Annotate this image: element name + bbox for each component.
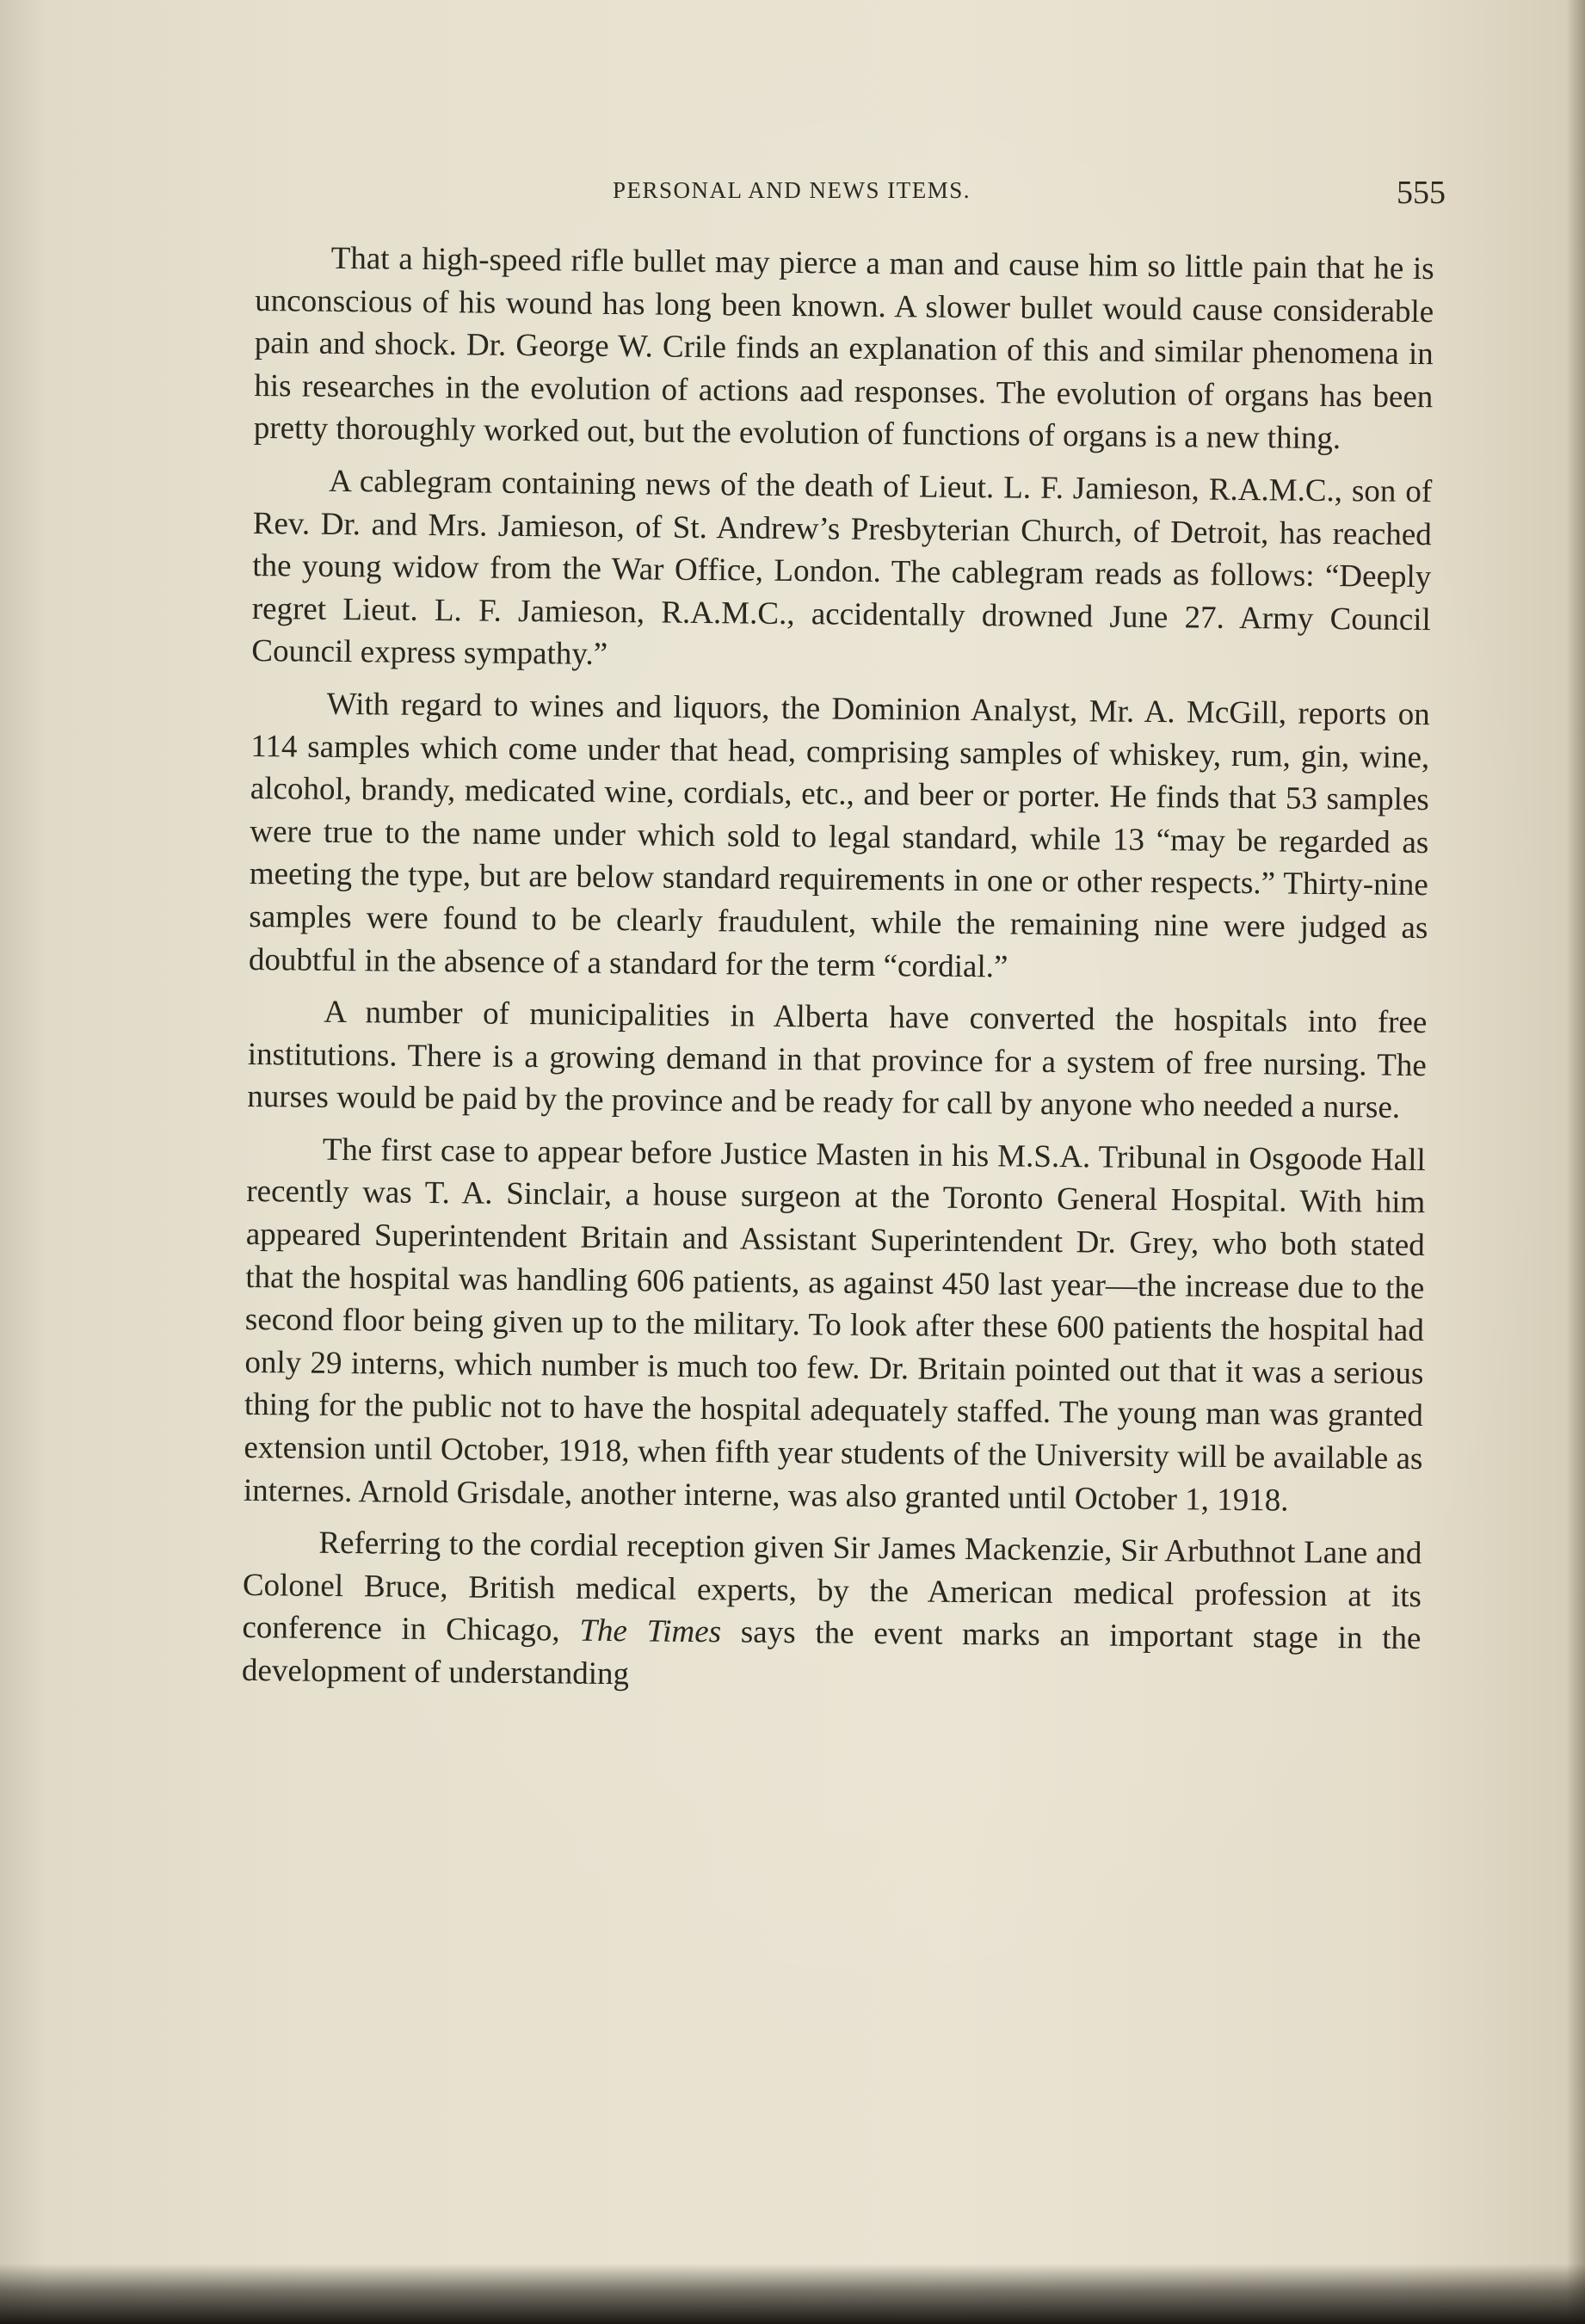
paragraph-cablegram: A cablegram containing news of the death of Lieut. L. F. Jamieson, R.A.M.C., son of Rev. Dr. and Mrs. Jamieson, of St. Andrew’s Presbyterian Church, of Detroit, has reached the young widow from the War Office, London. The cablegram reads as follows: “Deeply regret Lieut. L. F. Jamieson, R.A.M.C., accidentally drowned June 27. Army Council Council express sympathy.” — [251, 463, 1433, 673]
final-paragraph-text-start: Referring to the cordial reception given Sir James Mackenzie, Sir Arbuthnot Lane and Colonel Bruce, British medical experts, by the American medical profession at its conference in Chicago, — [242, 1525, 1422, 1649]
paragraph-msa-tribunal: The first case to appear before Justice Masten in his M.S.A. Tribunal in Osgoode Hall recently was T. A. Sinclair, a house surgeon at the Toronto General Hospital. With him appeared Superintendent Britain and Assistant Superintendent Dr. Grey, who both stated that the hospital was handling 606 patients, as against 450 last year—the increase due to the second floor being given up to the military. To look after these 600 patients the hospital had only 29 interns, which number is much too few. Dr. Britain pointed out that it was a serious thing for the public not to have the hospital adequately staffed. The young man was granted extension until October, 1918, when fifth year students of the University will be available as internes. Arnold Grisdale, another interne, was also granted until October 1, 1918. — [243, 1131, 1426, 1519]
page-header — [250, 169, 1446, 220]
paragraph-rifle-bullet: That a high-speed rifle bullet may pierce a man and cause him so little pain that he is unconscious of his wound has long been known. A slower bullet would cause considerable pain and shock. Dr. George W. Crile finds an explanation of this and similar phenomena in his researches in the evolution of actions aad responses. The evolution of organs has been pretty thoroughly worked out, but the evolution of functions of organs is a new thing. — [253, 240, 1434, 457]
scan-bottom-border — [0, 2264, 1585, 2324]
paragraph-wines-liquors: With regard to wines and liquors, the Dominion Analyst, Mr. A. McGill, reports on 114 samples which come under that head, comprising samples of whiskey, rum, gin, wine, alcohol, brandy, medicated wine, cordials, etc., and beer or porter. He finds that 53 samples were true to the name under which sold to legal standard, while 13 “may be regarded as meeting the type, but are below standard requirements in one or other respects.” Thirty-nine samples were found to be clearly fraudulent, while the remaining nine were judged as doubtful in the absence of a standard for the term “cordial.” — [248, 686, 1430, 984]
paragraph-cordial-reception — [242, 1521, 1422, 1704]
page-edge-shadow — [1566, 0, 1585, 2324]
body-text — [242, 237, 1434, 1713]
newspaper-title: The Times — [579, 1613, 722, 1650]
running-head: PERSONAL AND NEWS ITEMS. — [613, 177, 971, 203]
final-paragraph-text-end: says the event marks an important stage in the development of understanding — [241, 1614, 1422, 1692]
page-number: 555 — [1397, 175, 1446, 211]
paragraph-alberta-hospitals: A number of municipalities in Alberta have converted the hospitals into free institutions. There is a growing demand in that province for a system of free nursing. The nurses would be paid by the province and be ready for call by anyone who needed a nurse. — [247, 994, 1428, 1126]
